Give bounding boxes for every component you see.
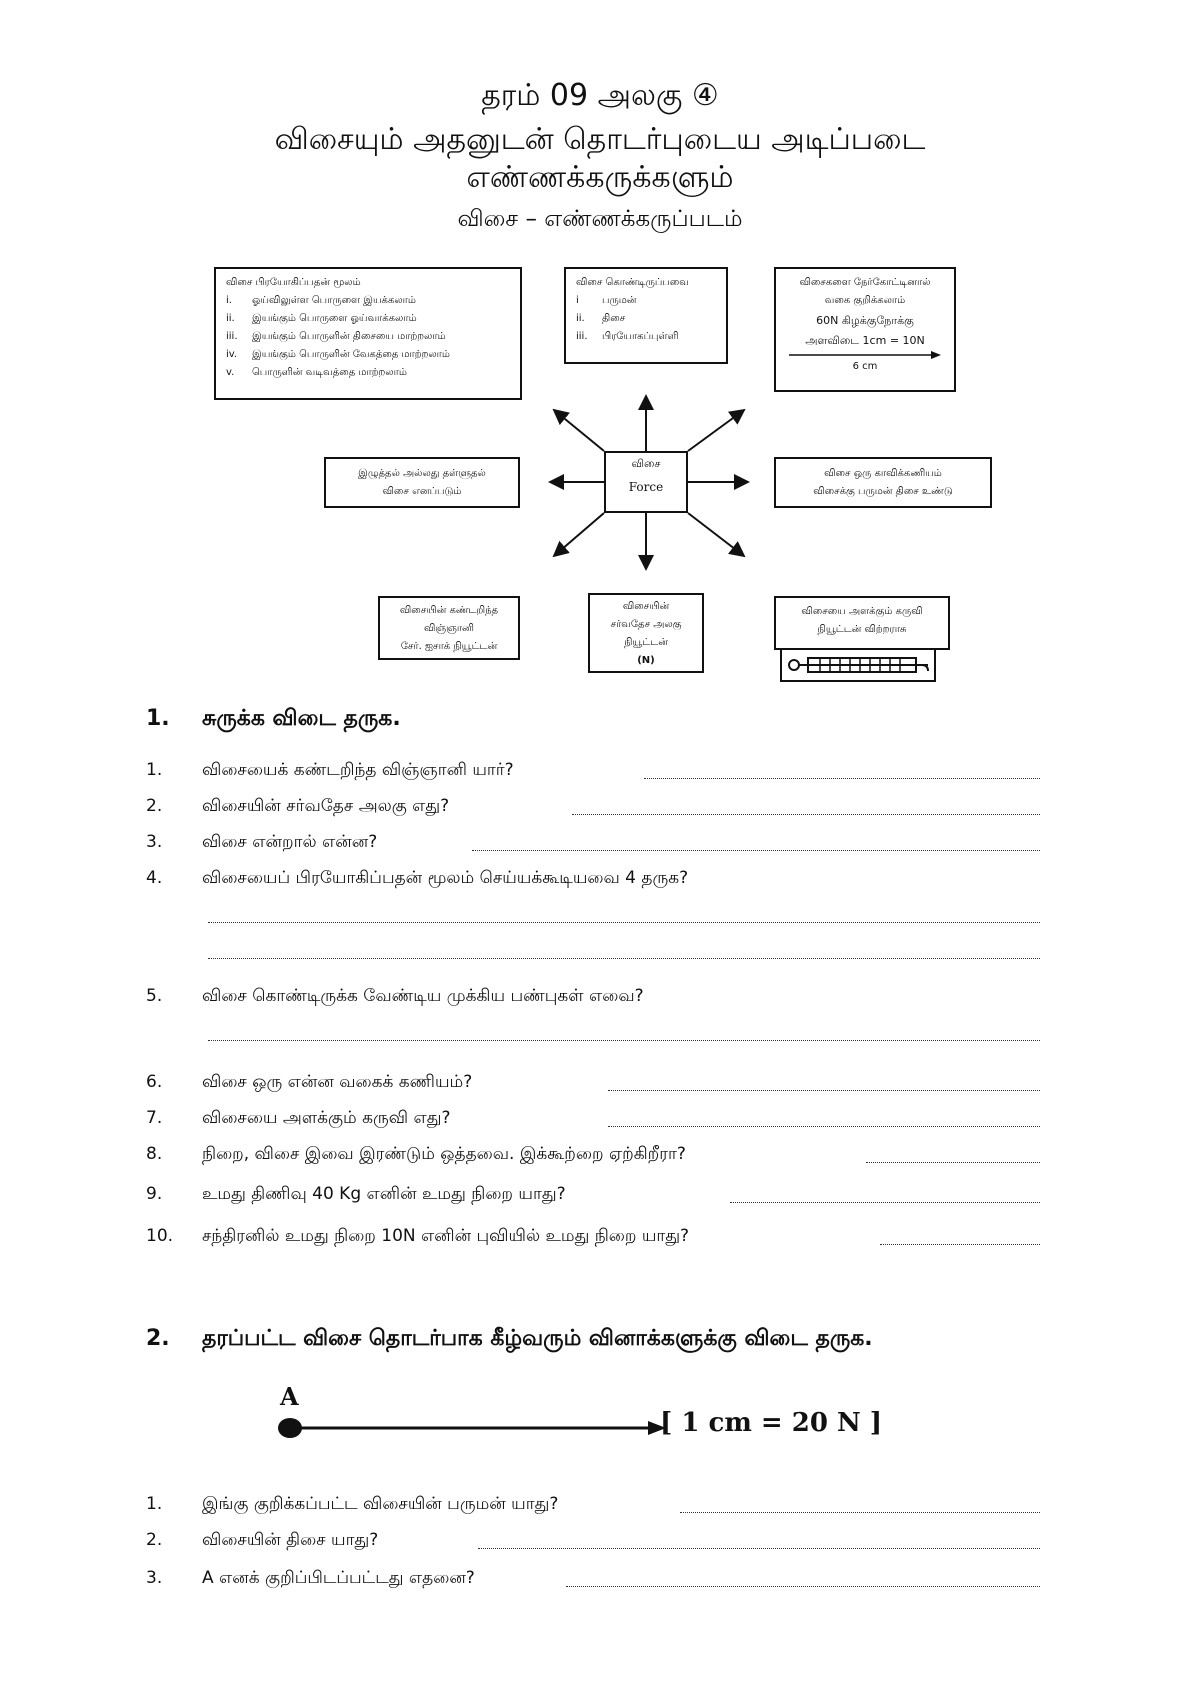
spring-balance-frame [780,648,936,682]
section2-number: 2. [146,1326,170,1351]
vector-line1: விசை ஒரு காவிக்கணியம் [824,468,942,479]
instrument-line1: விசையை அளக்கும் கருவி [801,606,923,617]
arrow-down-left [554,513,604,556]
list-item: iii. இயங்கும் பொருளின் திசையை மாற்றலாம் [226,331,446,342]
scale-label: [ 1 cm = 20 N ] [660,1408,883,1438]
list-item: i. ஓய்விலுள்ள பொருளை இயக்கலாம் [226,295,416,306]
arrow-up-right [688,410,744,451]
answer-line[interactable] [730,1202,1040,1203]
unit-symbol: (N) [637,655,655,666]
unit-line3: நியூட்டன் [624,637,668,648]
scientist-line1: விசையின் கண்டறிந்த [399,605,499,616]
force-label-tamil: விசை [631,457,661,470]
list-item: ii. திசை [576,313,626,324]
vector-box [774,457,992,508]
list-item: iii. பிரயோகப்புள்ளி [576,331,679,342]
answer-line[interactable] [472,850,1040,851]
representation-arrow [785,350,945,360]
list-item: ii. இயங்கும் பொருளை ஓய்வாக்கலாம் [226,313,417,324]
force-center-box [604,451,688,513]
scientist-line2: விஞ்ஞானி [423,623,475,634]
representation-line3: 60N கிழக்குநோக்கு [816,314,914,327]
answer-line[interactable] [680,1512,1040,1513]
page-title-line1: விசையும் அதனுடன் தொடர்புடைய அடிப்படை [274,122,926,157]
properties-heading: விசை கொண்டிருப்பவை [576,277,689,288]
point-a-label: A [280,1382,299,1411]
representation-length: 6 cm [852,361,878,372]
push-pull-box [324,457,520,508]
scientist-line3: சேர். ஐசாக் நியூட்டன் [400,641,498,652]
scientist-box [378,596,520,660]
arrow-down-right [688,513,744,556]
list-item: v. பொருளின் வடிவத்தை மாற்றலாம் [226,367,407,378]
instrument-box [774,596,950,650]
answer-line[interactable] [608,1126,1040,1127]
unit-line2: சர்வதேச அலகு [610,619,682,630]
answer-line[interactable] [608,1090,1040,1091]
answer-line[interactable] [208,958,1040,959]
representation-line1: விசைகளை நேர்கோட்டினால் [799,277,931,288]
answer-line[interactable] [478,1548,1040,1549]
section1-heading: சுருக்க விடை தருக. [202,706,401,731]
page-title-line2: எண்ணக்கருக்களும் [466,160,734,195]
answer-line[interactable] [866,1162,1040,1163]
push-pull-line1: இழுத்தல் அல்லது தள்ளுதல் [358,468,486,479]
section1-number: 1. [146,706,170,731]
vector-line2: விசைக்கு பருமன் திசை உண்டு [813,486,953,497]
effects-box [214,267,522,400]
force-vector-diagram [270,1408,670,1448]
instrument-line2: நியூட்டன் விற்றராசு [817,624,907,635]
answer-line[interactable] [880,1244,1040,1245]
representation-line2: வகை குறிக்கலாம் [824,295,906,306]
properties-box [564,267,728,364]
push-pull-line2: விசை எனப்படும் [382,486,462,497]
effects-heading: விசை பிரயோகிப்பதன் மூலம் [226,277,361,288]
representation-box [774,267,956,392]
section2-heading: தரப்பட்ட விசை தொடர்பாக கீழ்வரும் வினாக்களுக்கு விடை தருக. [202,1326,873,1351]
answer-line[interactable] [566,1586,1040,1587]
list-item: i பருமன் [576,295,637,306]
force-label-english: Force [628,480,664,494]
grade-unit-title: தரம் 09 அலகு ④ [481,78,719,113]
answer-line[interactable] [208,922,1040,923]
spring-balance-icon [782,650,934,680]
representation-scale: அளவிடை 1cm = 10N [805,334,925,347]
answer-line[interactable] [572,814,1040,815]
answer-line[interactable] [644,778,1040,779]
unit-box [588,593,704,673]
arrow-up-left [554,410,604,451]
unit-line1: விசையின் [622,601,670,612]
answer-line[interactable] [208,1040,1040,1041]
page-subtitle: விசை – எண்ணக்கருப்படம் [457,206,743,232]
list-item: iv. இயங்கும் பொருளின் வேகத்தை மாற்றலாம் [226,349,450,360]
